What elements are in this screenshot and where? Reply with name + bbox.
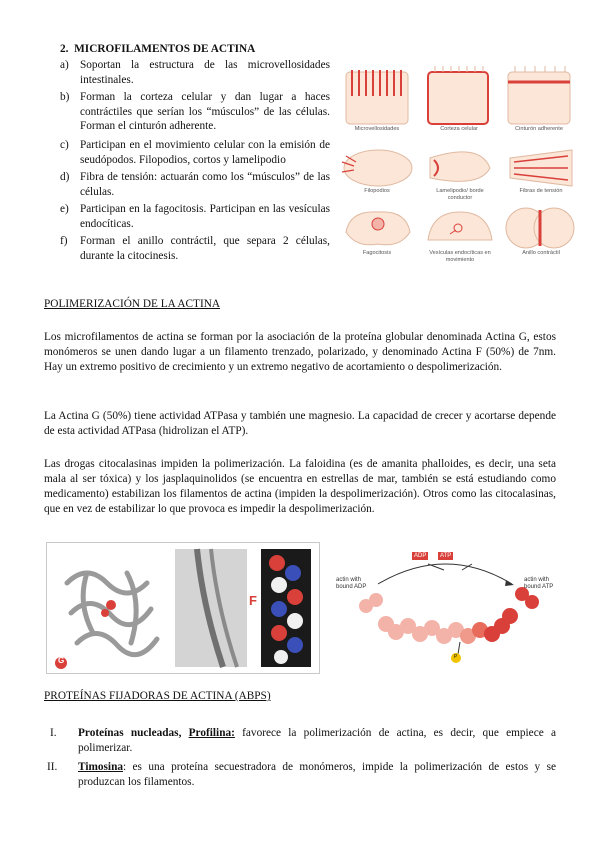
section-heading: POLIMERIZACIÓN DE LA ACTINA [44,298,221,310]
cell-cortex-drawing [428,66,488,124]
phosphate-label: P [454,654,458,660]
filopodia-drawing [342,150,412,186]
list-marker: c) [60,139,69,151]
actin-structure-figure [46,542,320,674]
figure-label: Cinturón adherente [515,126,563,132]
paragraph: La Actina G (50%) tiene actividad ATPasa y también une magnesio. La capacidad de crecer y acortarse depende de esta actividad ATPasa (hidrolizan el ATP). [44,410,556,437]
list-item [60,202,330,231]
list-term: Profilina: [188,727,235,739]
electron-micrograph [175,549,247,667]
figure-label: Fibras de tensión [519,188,563,194]
treadmilling-figure [336,544,576,674]
section-number: 2. [60,43,69,55]
list-item [60,170,330,199]
stress-fibers-drawing [510,150,572,186]
list-marker: I. [50,727,57,739]
lamellipodium-drawing [430,152,490,181]
figure-label: Vesículas endocíticas en movimiento [429,250,491,263]
list-text: Participan en la fagocitosis. Participan en las vesículas endocíticas. [80,203,330,230]
section-title [60,42,340,57]
list-marker: e) [60,203,69,215]
g-actin-ribbon [67,573,157,655]
list-marker: a) [60,59,69,71]
figure-label: Anillo contráctil [522,250,560,256]
list-marker: II. [47,761,58,773]
panel-label-f: F [249,593,257,608]
list-text: Forman la corteza celular y dan lugar a haces contráctiles que serían los “músculos” de las células. Forman el cinturón adherente. [80,91,330,132]
list-text [78,760,556,789]
atp-actin-label: actin with bound ATP [524,577,554,590]
section-heading: PROTEÍNAS FIJADORAS DE ACTINA (ABPS) [44,690,271,702]
list-marker: b) [60,91,70,103]
panel-label-g: G [58,656,65,665]
endocytic-vesicles-drawing [428,212,492,240]
atp-badge: ATP [440,553,452,559]
figure-label: Lamelipodio/ borde conductor [436,188,484,201]
figure-label: Fagocitosis [362,250,392,256]
list-bold: Proteínas nucleadas, [78,727,189,739]
recycling-arrow [378,564,512,584]
adp-badge: ADP [414,553,427,559]
adhesion-belt-drawing [508,66,570,124]
list-desc: favorece la polimerización de actina, es decir, que empiece a polimerizar. [78,727,556,754]
list-text: Forman el anillo contráctil, que separa 2 células, durante la citocinesis. [80,235,330,262]
list-item [60,138,330,167]
actin-structures-figure [340,62,580,272]
g-f-actin-illustration [47,543,319,673]
list-item [60,90,330,134]
figure-label: Filopodios [364,188,390,194]
figure-label: Microvellosidades [354,126,400,132]
list-term: Timosina [78,761,123,773]
list-text: Participan en el movimiento celular con la emisión de seudópodos. Filopodios, cortos y lamelipodio [80,139,330,166]
list-item [60,58,330,87]
list-desc: : es una proteína secuestradora de monómeros, impide la polimerización de estos y se produzcan los filamentos. [78,761,556,788]
section-title-text: MICROFILAMENTOS DE ACTINA [74,43,256,55]
paragraph: Las drogas citocalasinas impiden la polimerización. La faloidina (es de amanita phalloides, es decir, una seta mala al ser tóxica) y los jasplaquinolidos (se encuentra en estrellas de mar, también se está estudiando como medicamento) estabilizan los filamentos de actina (impiden la despolimerización). Otros como las citocalasinas, que en vez de estabilizar lo que provoca es impedir la despolimerización. [44,458,556,515]
list-marker: f) [60,235,68,247]
list-item [44,760,556,789]
paragraph: Los microfilamentos de actina se forman por la asociación de la proteína globular denominada Actina G, estos monómeros se unen dando lugar a un filamento trenzado, polarizado, y denominado Actina F (50%) de 7nm. Hay un extremo positivo de crecimiento y un extremo negativo de acortamiento o despolimerización. [44,331,556,373]
figure-label: Corteza celular [440,126,478,132]
list-text: Soportan la estructura de las microvellosidades intestinales. [80,59,330,86]
microvilli-cell-drawing [346,70,408,124]
list-marker: d) [60,171,70,183]
actin-filament [378,608,518,644]
adp-actin-label: actin with bound ADP [336,577,367,590]
phagocytosis-drawing [346,212,410,245]
list-text: Fibra de tensión: actuarán como los “músculos” de las células. [80,171,330,198]
list-item [44,726,556,755]
list-text [78,726,556,755]
contractile-ring-drawing [506,208,574,248]
list-item [60,234,330,263]
actin-structures-illustration [340,62,580,272]
